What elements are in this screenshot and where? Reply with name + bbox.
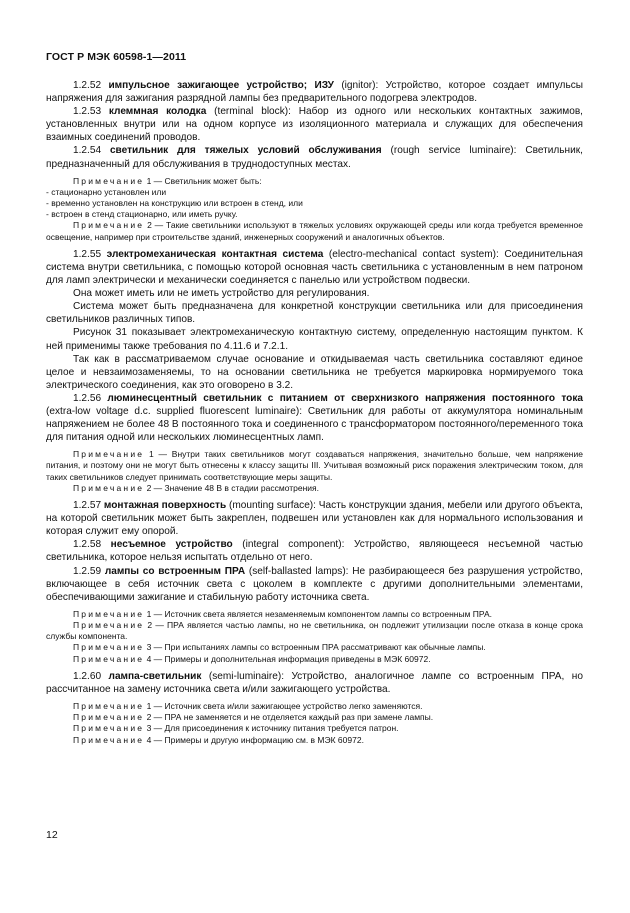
clause-text: (self-ballasted lamps): Не разбирающееся без разрушения устройство, включающее в себя источник света с цоколем в комплекте с другими дополнительными элементами, обеспечивающими зажигание и стабильную работу источника света. — [46, 565, 583, 603]
note-text: 1 — Внутри таких светильников могут создаваться напряжения, значительно больше, чем напряжение питания, и поэтому они не могут быть отнесены к классу защиты III. Учитывая возможный риск поражения электрическим током, для таких светильников следует принимать соответствующие меры защиты. — [46, 449, 583, 482]
note-text: 2 — Значение 48 В в стадии рассмотрения. — [146, 482, 319, 493]
note-1-2-60-3 — [46, 723, 583, 734]
note-text: 2 — ПРА не заменяется и не отделяется каждый раз при замене лампы. — [146, 712, 434, 723]
clause-term: лампы со встроенным ПРА — [104, 565, 246, 577]
clause-number: 1.2.53 — [73, 106, 102, 118]
page-number: 12 — [46, 829, 58, 841]
clause-term: импульсное зажигающее устройство; ИЗУ — [108, 80, 334, 91]
note-text: 1 — Источник света и/или зажигающее устройство легко заменяются. — [146, 701, 423, 712]
note-label: Примечание — [73, 701, 145, 712]
paragraph: Она может иметь или не иметь устройство для регулирования. — [73, 288, 370, 300]
clause-text: (semi-luminaire): Устройство, аналогичное лампе со встроенным ПРА, но рассчитанное на замену источника света и/или зажигающего устройства. — [46, 670, 583, 695]
note-1-2-56-2 — [46, 483, 583, 494]
note-1-2-54-2 — [46, 220, 583, 242]
note-label: Примечание — [73, 608, 145, 619]
clause-term: люминесцентный светильник с питанием от сверхнизкого напряжения постоянного тока — [107, 392, 583, 404]
note-list-item: - временно установлен на конструкцию или встроен в стенд, или — [46, 198, 303, 209]
note-1-2-60-4 — [46, 735, 583, 746]
clause-1-2-56 — [46, 392, 583, 444]
note-label: Примечание — [73, 734, 145, 745]
clause-number: 1.2.60 — [73, 670, 102, 682]
note-label: Примечание — [73, 449, 145, 460]
note-text: 1 — Светильник может быть: — [146, 175, 262, 186]
note-text: 4 — Примеры и дополнительная информация приведены в МЭК 60972. — [146, 653, 431, 664]
clause-1-2-57 — [46, 499, 583, 538]
note-label: Примечание — [73, 220, 145, 231]
clause-number: 1.2.52 — [73, 80, 102, 91]
note-label: Примечание — [73, 482, 145, 493]
note-1-2-59-2 — [46, 620, 583, 642]
clause-1-2-58 — [46, 538, 583, 564]
paragraph: Система может быть предназначена для конкретной конструкции светильника или для присоединения светильников различных типов. — [46, 301, 583, 326]
clause-1-2-54 — [46, 144, 583, 170]
note-text: 2 — Такие светильники используют в тяжелых условиях окружающей среды или когда требуется временное освещение, например при строительстве зданий, инженерных сооружений и аналогичных объектов. — [46, 220, 583, 242]
clause-text: (integral component): Устройство, являющееся несъемной частью светильника, которое нельзя испытать отдельно от него. — [46, 539, 583, 564]
clause-number: 1.2.56 — [73, 392, 102, 404]
note-label: Примечание — [73, 642, 145, 653]
note-1-2-60-2 — [46, 712, 583, 723]
clause-term: электромеханическая контактная система — [106, 248, 324, 260]
note-label: Примечание — [73, 653, 145, 664]
paragraph: Так как в рассматриваемом случае основание и откидываемая часть светильника составляют единое целое и невзаимозаменяемы, то на основании светильника не требуется маркировка нормируемого тока электрического соединения, как это оговорено в 3.2. — [46, 353, 583, 391]
note-label: Примечание — [73, 723, 145, 734]
clause-number: 1.2.57 — [73, 500, 102, 512]
note-1-2-54-1 — [46, 176, 583, 187]
clause-term: несъемное устройство — [110, 539, 233, 551]
clause-text: (extra-low voltage d.c. supplied fluorescent luminaire): Светильник для работы от аккумулятора номинальным напряжением не более 48 В постоянного тока и соединенного с трансформатором постоянного/переменного тока для питания одной или нескольких люминесцентных ламп. — [46, 406, 583, 444]
document-body — [46, 79, 583, 746]
clause-text: (terminal block): Набор из одного или нескольких контактных зажимов, установленных внутри или на одном корпусе из изоляционного материала и служащих для обеспечения взаимных соединений проводов. — [46, 106, 583, 144]
note-1-2-59-3 — [46, 642, 583, 653]
note-label: Примечание — [73, 620, 145, 631]
clause-term: клеммная колодка — [108, 106, 207, 118]
note-list-item: - встроен в стенд стационарно, или иметь ручку. — [46, 209, 238, 220]
note-label: Примечание — [73, 175, 145, 186]
clause-text: (electro-mechanical contact system): Соединительная система внутри светильника, с помощью которой основная часть светильника с установленным в нем патроном для ламп электрически и механически соединяется с панелью или устройством подвески. — [46, 248, 584, 287]
note-text: 1 — Источник света является незаменяемым компонентом лампы со встроенным ПРА. — [146, 608, 493, 619]
clause-number: 1.2.58 — [73, 539, 102, 551]
clause-text: (mounting surface): Часть конструкции здания, мебели или другого объекта, на которой светильник может быть закреплен, подвешен или установлен как для нормального использования и которая служит ему опорой. — [46, 500, 583, 538]
note-1-2-59-4 — [46, 654, 583, 665]
clause-term: лампа-светильник — [108, 670, 202, 682]
document-header: ГОСТ Р МЭК 60598-1—2011 — [46, 51, 187, 63]
note-text: 4 — Примеры и другую информацию см. в МЭК 60972. — [146, 734, 364, 745]
note-text: 3 — При испытаниях лампы со встроенным ПРА рассматривают как обычные лампы. — [146, 642, 486, 653]
note-1-2-60-1 — [46, 701, 583, 712]
clause-number: 1.2.59 — [73, 565, 102, 577]
paragraph: Рисунок 31 показывает электромеханическую контактную систему, определенную настоящим пунктом. К ней применимы также требования по 4.11.6 и 7.2.1. — [46, 327, 583, 352]
clause-1-2-55 — [46, 248, 583, 287]
note-text: 2 — ПРА является частью лампы, но не светильника, он подлежит утилизации после отказа в конце срока службы компонента. — [46, 620, 583, 642]
clause-1-2-60 — [46, 670, 583, 696]
note-list-item: - стационарно установлен или — [46, 186, 167, 197]
clause-1-2-53 — [46, 105, 583, 144]
note-label: Примечание — [73, 712, 145, 723]
clause-number: 1.2.54 — [73, 145, 102, 157]
note-1-2-56-1 — [46, 449, 583, 483]
clause-1-2-52 — [46, 79, 583, 105]
note-text: 3 — Для присоединения к источнику питания требуется патрон. — [146, 723, 399, 734]
clause-term: монтажная поверхность — [103, 500, 227, 512]
clause-text: (ignitor): Устройство, которое создает импульсы напряжения для зажигания разрядной лампы без предварительного подогрева электродов. — [46, 80, 584, 105]
clause-number: 1.2.55 — [73, 248, 102, 260]
note-1-2-59-1 — [46, 609, 583, 620]
clause-1-2-59 — [46, 565, 583, 604]
clause-term: светильник для тяжелых условий обслуживания — [109, 145, 382, 157]
clause-text: (rough service luminaire): Светильник, предназначенный для обслуживания в труднодоступных местах. — [46, 145, 583, 170]
